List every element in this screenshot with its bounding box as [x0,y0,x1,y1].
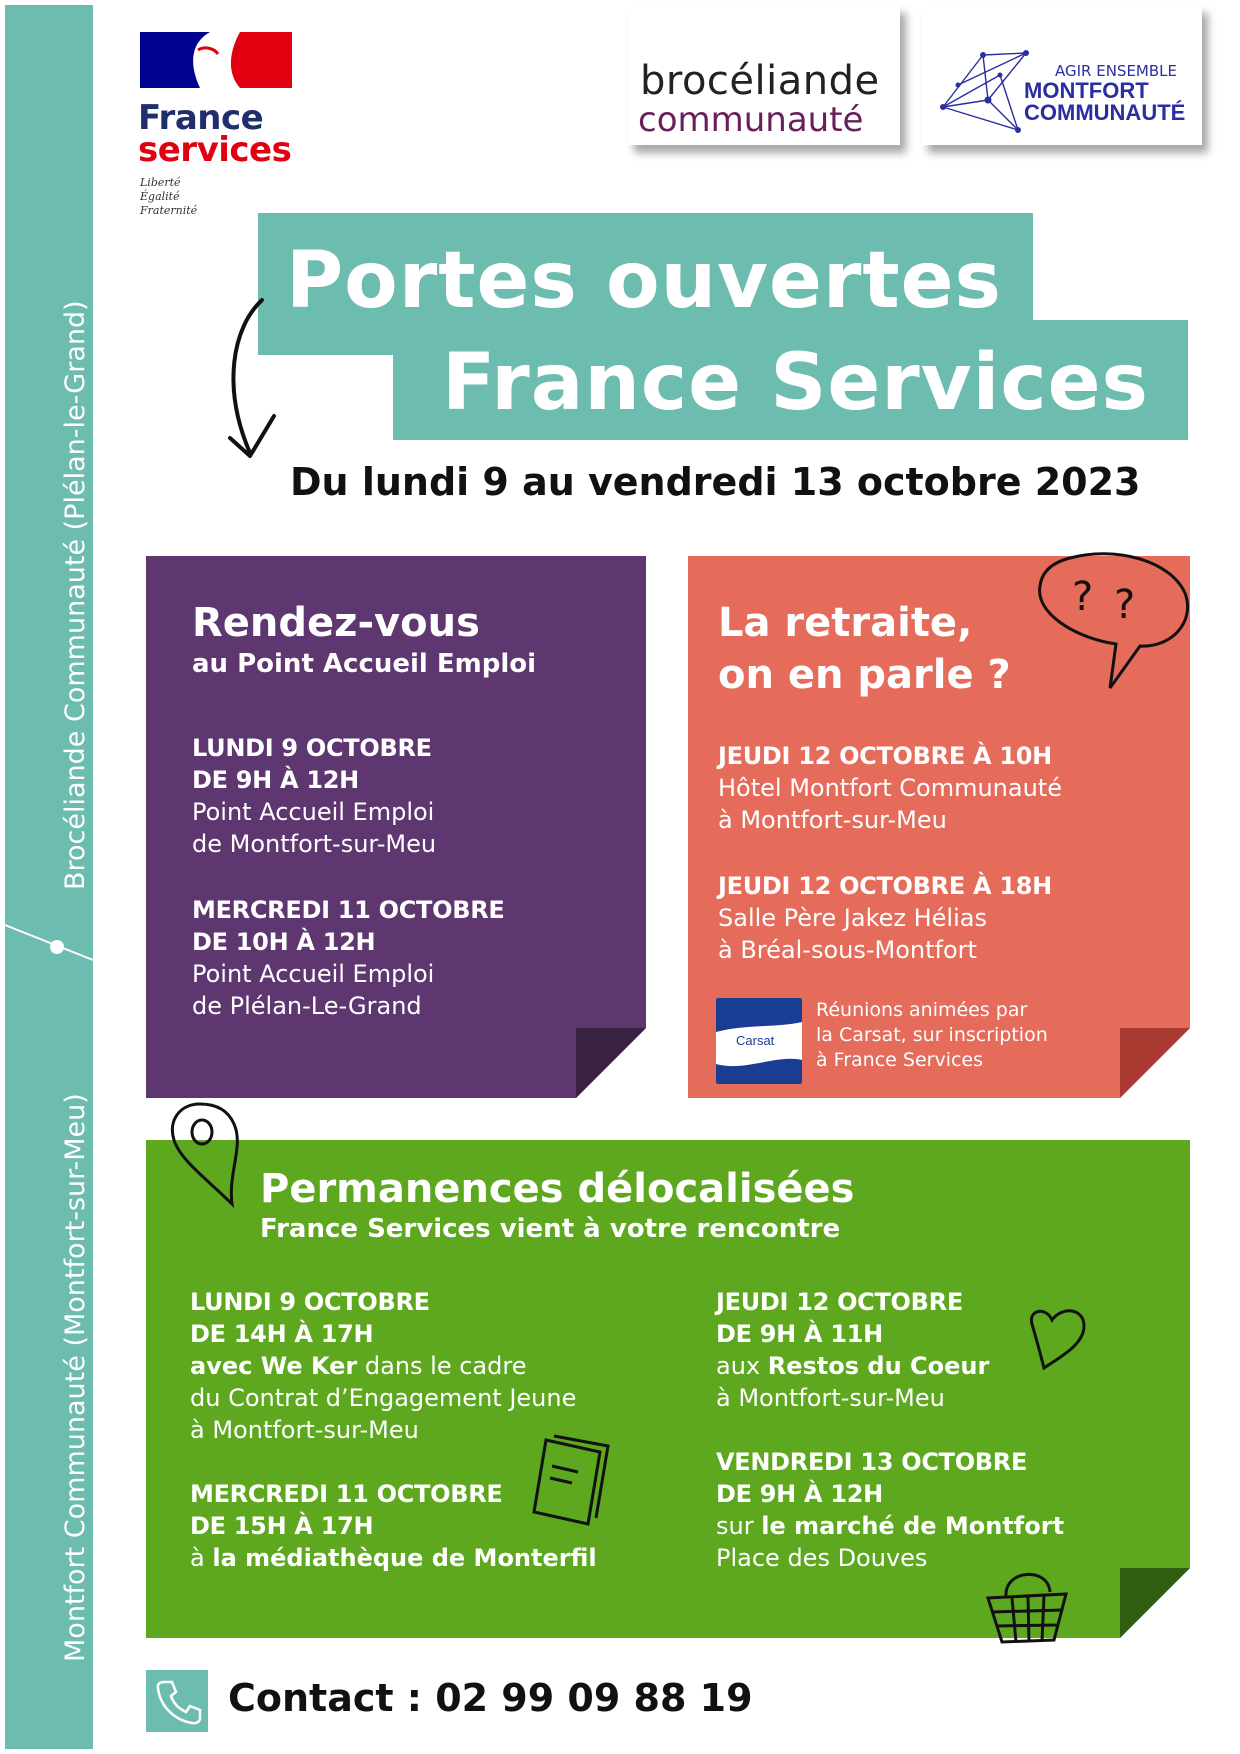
permanence-venue: le marché de Montfort [761,1512,1065,1540]
emploi-event-town: de Plélan-Le-Grand [192,992,422,1020]
motto-egalite: Égalité [140,190,180,203]
republic-motto [140,176,197,218]
montfort-name-line2: COMMUNAUTÉ [1024,100,1186,125]
permanences-title: Permanences délocalisées [260,1166,855,1212]
emploi-event-1 [192,732,436,860]
carsat-note-line1: Réunions animées par [816,999,1028,1021]
carsat-logo-text: Carsat [736,1033,775,1048]
permanence-time: DE 15H À 17H [190,1512,374,1540]
permanence-time: DE 9H À 12H [716,1480,883,1508]
permanence-detail-prefix: aux [716,1352,768,1380]
carsat-note-line3: à France Services [816,1049,984,1071]
permanence-day: VENDREDI 13 OCTOBRE [716,1448,1028,1476]
carsat-note-line2: la Carsat, sur inscription [816,1024,1048,1046]
retraite-event-place: Hôtel Montfort Communauté [718,774,1062,802]
permanence-day: LUNDI 9 OCTOBRE [190,1288,430,1316]
permanence-day: MERCREDI 11 OCTOBRE [190,1480,503,1508]
motto-liberte: Liberté [140,176,181,189]
retraite-event-place: Salle Père Jakez Hélias [718,904,987,932]
svg-text:?: ? [1072,574,1094,620]
curved-arrow-icon [222,298,292,468]
retraite-fold-shadow [1120,1028,1190,1098]
emploi-event-day: MERCREDI 11 OCTOBRE [192,896,505,924]
emploi-event-day: LUNDI 9 OCTOBRE [192,734,432,762]
permanence-detail [190,1350,576,1382]
france-services-word2: services [138,130,292,170]
contact-phone[interactable]: Contact : 02 99 09 88 19 [228,1676,753,1720]
emploi-event-town: de Montfort-sur-Meu [192,830,437,858]
retraite-event-town: à Montfort-sur-Meu [718,806,947,834]
retraite-event-town: à Bréal-sous-Montfort [718,936,977,964]
montfort-tagline: AGIR ENSEMBLE [1055,62,1177,80]
permanence-town: à Montfort-sur-Meu [190,1416,419,1444]
permanence-detail-prefix: sur [716,1512,762,1540]
emploi-event-time: DE 10H À 12H [192,928,376,956]
emploi-subtitle: au Point Accueil Emploi [192,649,537,679]
permanence-time: DE 9H À 11H [716,1320,883,1348]
carsat-logo [716,998,802,1084]
permanence-day: JEUDI 12 OCTOBRE [716,1288,963,1316]
france-services-word1: France [138,98,264,138]
montfort-name-line1: MONTFORT [1024,78,1149,103]
retraite-event-1 [718,740,1062,836]
page-title-line2: France Services [442,338,1149,428]
shopping-basket-icon [984,1560,1074,1650]
phone-icon [146,1670,208,1732]
permanence-venue: la médiathèque de Monterfil [212,1544,597,1572]
permanence-detail [716,1510,1064,1542]
rail-label-montfort: Montfort Communauté (Montfort-sur-Meu) [60,1093,91,1662]
permanence-place: Place des Douves [716,1544,928,1572]
svg-text:?: ? [1114,582,1136,628]
retraite-event-when: JEUDI 12 OCTOBRE À 18H [718,872,1052,900]
emploi-panel [146,556,646,1098]
permanence-venue: Restos du Coeur [767,1352,990,1380]
retraite-event-2 [718,870,1052,966]
permanence-town: à Montfort-sur-Meu [716,1384,945,1412]
emploi-fold-shadow [576,1028,646,1098]
retraite-title-line1: La retraite, [718,600,973,646]
permanence-partner: avec We Ker [190,1352,358,1380]
carsat-note [816,998,1048,1073]
permanence-detail-line2: du Contrat d’Engagement Jeune [190,1384,577,1412]
phone-icon-box [146,1670,208,1732]
emploi-event-place: Point Accueil Emploi [192,960,435,988]
retraite-title-line2: on en parle ? [718,652,1011,698]
permanence-detail-rest: dans le cadre [357,1352,527,1380]
rail-label-broceliande: Brocéliande Communauté (Plélan-le-Grand) [60,300,91,890]
map-pin-icon [168,1100,248,1210]
broceliande-communaute: communauté [638,100,864,140]
emploi-title: Rendez-vous [192,600,480,646]
permanence-friday [716,1446,1064,1574]
page-title-line1: Portes ouvertes [286,236,1002,326]
permanences-fold-shadow [1120,1568,1190,1638]
retraite-event-when: JEUDI 12 OCTOBRE À 10H [718,742,1052,770]
permanence-monday [190,1286,576,1446]
permanence-thursday [716,1286,989,1414]
motto-fraternite: Fraternité [140,204,198,217]
event-dates: Du lundi 9 au vendredi 13 octobre 2023 [290,460,1141,504]
rail-divider [5,925,95,985]
permanence-detail [190,1542,597,1574]
emploi-event-2 [192,894,504,1022]
permanence-detail-prefix: à [190,1544,213,1572]
question-speech-bubble-icon [1030,548,1200,688]
book-icon [528,1432,618,1532]
montfort-name [1024,80,1185,124]
heart-icon [1022,1304,1092,1374]
broceliande-wordmark: brocéliande [640,58,880,104]
network-icon [938,45,1038,135]
permanences-subtitle: France Services vient à votre rencontre [260,1214,841,1244]
marianne-flag-logo [140,32,292,88]
permanence-time: DE 14H À 17H [190,1320,374,1348]
permanence-detail [716,1350,989,1382]
emploi-event-time: DE 9H À 12H [192,766,359,794]
emploi-event-place: Point Accueil Emploi [192,798,435,826]
